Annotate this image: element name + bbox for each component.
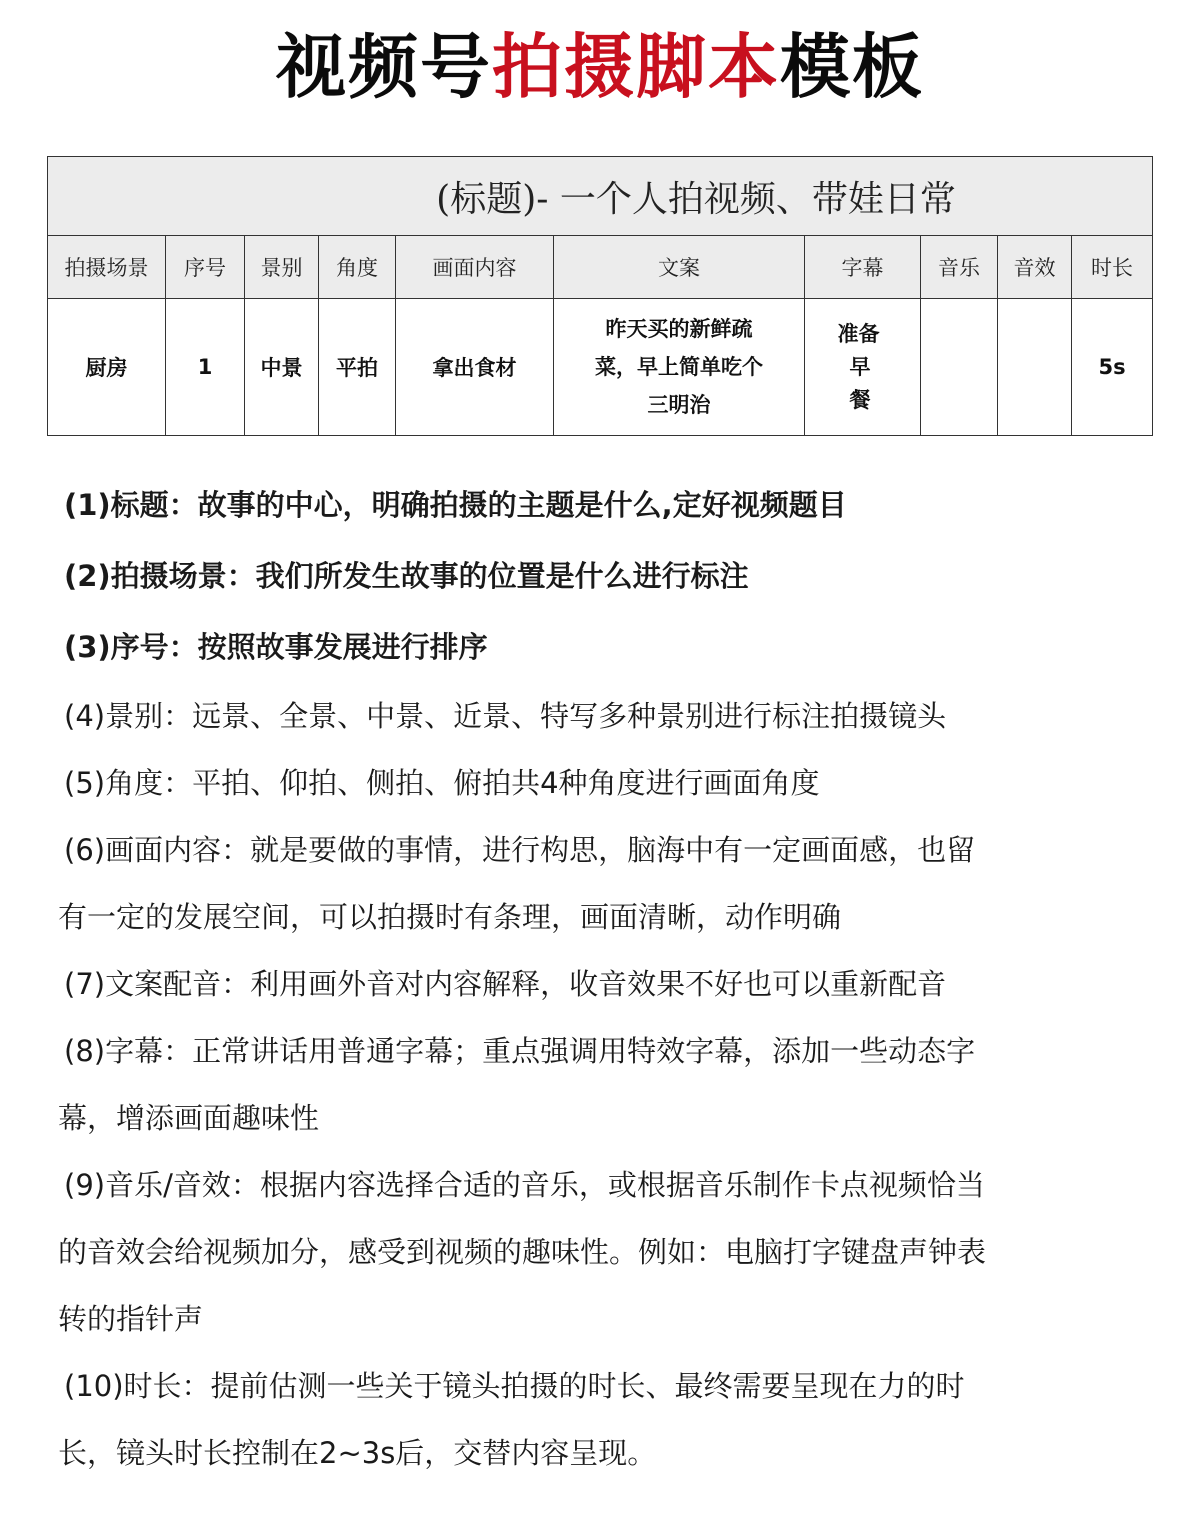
note-line: 长，镜头时长控制在2~3s后，交替内容呈现。 [58,1436,657,1470]
cell-shot: 中景 [245,299,319,436]
note-line: (7)文案配音：利用画外音对内容解释，收音效果不好也可以重新配音 [64,967,947,1001]
copy-line: 菜，早上简单吃个 [595,355,763,379]
column-header: 角度 [319,236,396,299]
cell-duration: 5s [1072,299,1153,436]
cell-scene: 厨房 [48,299,166,436]
cell-number: 1 [166,299,245,436]
note-line: (3)序号：按照故事发展进行排序 [64,630,488,664]
cell-copy [554,299,805,436]
subtitle-line: 餐 [849,387,871,412]
note-line: (1)标题：故事的中心，明确拍摄的主题是什么,定好视频题目 [64,488,847,522]
cell-sfx [998,299,1072,436]
script-table [47,156,1153,436]
note-line: 转的指针声 [58,1302,204,1336]
page-title [0,22,1200,112]
table-title-text: (标题)- 一个人拍视频、带娃日常 [436,178,956,220]
column-header: 音效 [998,236,1072,299]
column-header: 景别 [245,236,319,299]
column-header: 画面内容 [396,236,554,299]
notes-section [58,470,1148,1487]
note-line: 的音效会给视频加分，感受到视频的趣味性。例如：电脑打字键盘声钟表 [58,1235,987,1269]
column-header: 拍摄场景 [48,236,166,299]
column-header: 时长 [1072,236,1153,299]
note-line: (8)字幕：正常讲话用普通字幕；重点强调用特效字幕，添加一些动态字 [64,1034,976,1068]
subtitle-line: 早 [849,354,871,379]
title-part-black-end: 模板 [780,26,924,108]
column-header: 音乐 [921,236,998,299]
cell-subtitle [805,299,921,436]
copy-line: 昨天买的新鲜疏 [605,317,753,341]
column-header: 序号 [166,236,245,299]
note-line: 有一定的发展空间，可以拍摄时有条理，画面清晰，动作明确 [58,900,842,934]
note-line: (6)画面内容：就是要做的事情，进行构思，脑海中有一定画面感，也留 [64,833,976,867]
cell-music [921,299,998,436]
cell-angle: 平拍 [319,299,396,436]
note-line: (9)音乐/音效：根据内容选择合适的音乐，或根据音乐制作卡点视频恰当 [64,1168,985,1202]
note-line: (4)景别：远景、全景、中景、近景、特写多种景别进行标注拍摄镜头 [64,699,947,733]
note-line: (5)角度：平拍、仰拍、侧拍、俯拍共4种角度进行画面角度 [64,766,820,800]
subtitle-line: 准备 [837,321,880,346]
cell-content: 拿出食材 [396,299,554,436]
table-header-row [48,236,1153,299]
note-line: (10)时长：提前估测一些关于镜头拍摄的时长、最终需要呈现在力的时 [64,1369,965,1403]
title-part-red: 拍摄脚本 [492,26,780,108]
note-line: (2)拍摄场景：我们所发生故事的位置是什么进行标注 [64,559,749,593]
table-row [48,299,1153,436]
title-part-black: 视频号 [276,26,492,108]
column-header: 字幕 [805,236,921,299]
table-title-row [48,157,1153,236]
note-line: 幕，增添画面趣味性 [58,1101,320,1135]
table-title [48,157,1153,236]
column-header: 文案 [554,236,805,299]
copy-line: 三明治 [647,393,711,417]
subtitle-block [838,318,888,417]
